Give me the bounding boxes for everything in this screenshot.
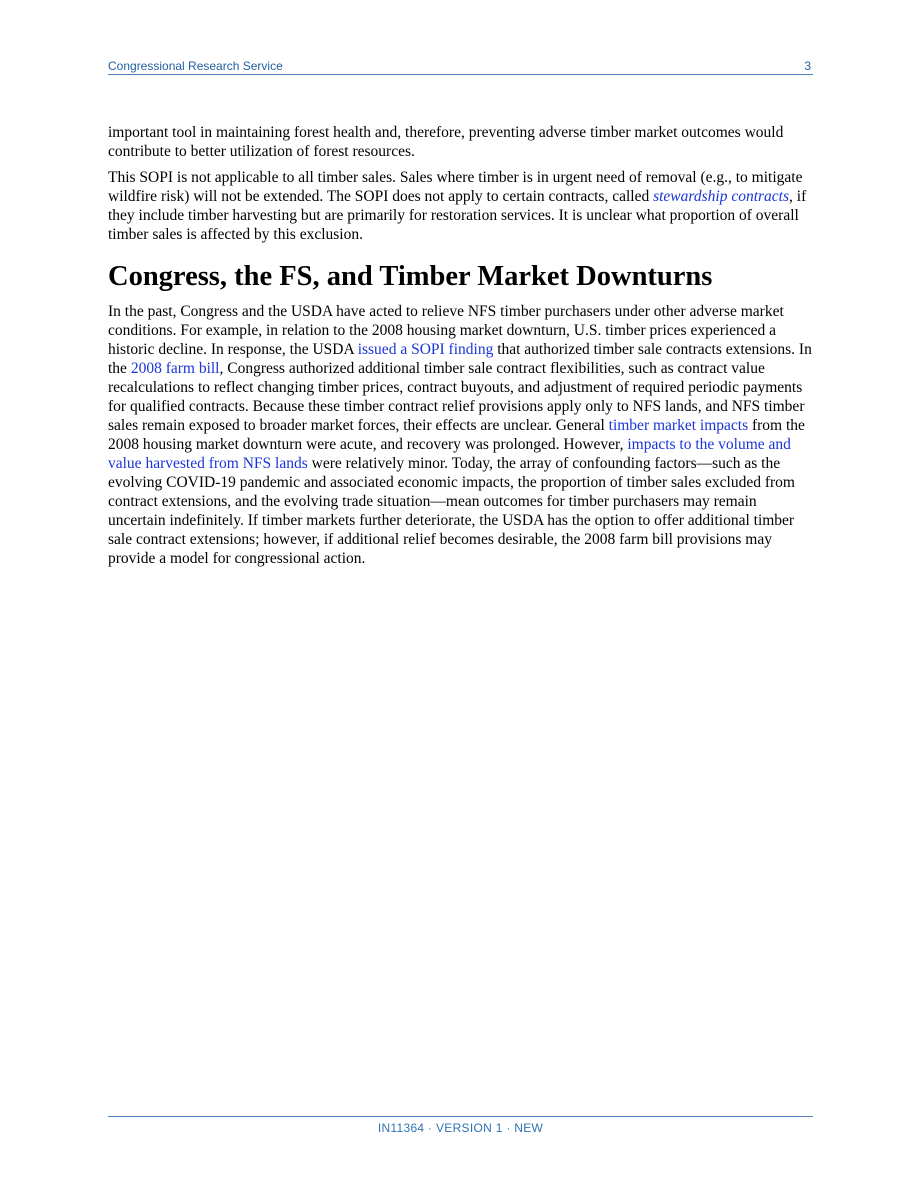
page-header: [108, 57, 813, 75]
timber-market-impacts-link[interactable]: timber market impacts: [608, 417, 749, 434]
paragraph-3-text-2: that authorized timber sale contracts extensions. In the: [108, 341, 812, 377]
section-heading: Congress, the FS, and Timber Market Downturns: [108, 261, 713, 292]
paragraph-3-text-5: were relatively minor. Today, the array of confounding factors—such as the evolving COVID-19 pandemic and associated economic impacts, the proportion of timber sales excluded from contract extensions, and the evolving trade situation—mean outcomes for timber purchasers may remain uncertain indefinitely. If timber markets further deteriorate, the USDA has the option to offer additional timber sale contract extensions; however, if additional relief becomes desirable, the 2008 farm bill provisions may provide a model for congressional action.: [108, 455, 795, 567]
paragraph-3-text-3: , Congress authorized additional timber sale contract flexibilities, such as contract value recalculations to reflect changing timber prices, contract buyouts, and adjustment of required periodic payments for qualified contracts. Because these timber contract relief provisions apply only to NFS lands, and NFS timber sales remain exposed to broader market forces, their effects are unclear. General: [108, 360, 805, 434]
document-body: [108, 123, 813, 575]
paragraph-2: [108, 168, 813, 244]
paragraph-2-text-2: , if they include timber harvesting but are primarily for restoration services. It is unclear what proportion of overall timber sales is affected by this exclusion.: [108, 188, 807, 243]
page-footer: IN11364 · VERSION 1 · NEW: [377, 1121, 544, 1135]
paragraph-3-text-1: In the past, Congress and the USDA have acted to relieve NFS timber purchasers under other adverse market conditions. For example, in relation to the 2008 housing market downturn, U.S. timber prices experienced a historic decline. In response, the USDA: [108, 303, 784, 358]
paragraph-3-text-4: from the 2008 housing market downturn were acute, and recovery was prolonged. However,: [108, 417, 805, 453]
sopi-finding-link[interactable]: issued a SOPI finding: [357, 341, 494, 358]
footer-divider: [108, 1116, 813, 1117]
paragraph-3: [108, 302, 813, 568]
nfs-impacts-link[interactable]: impacts to the volume and value harvested from NFS lands: [108, 436, 791, 472]
header-organization: Congressional Research Service: [108, 59, 283, 73]
farm-bill-link[interactable]: 2008 farm bill: [130, 360, 220, 377]
stewardship-contracts-link[interactable]: stewardship contracts: [653, 188, 790, 205]
page-number: 3: [804, 59, 811, 73]
paragraph-1: important tool in maintaining forest health and, therefore, preventing adverse timber market outcomes would contribute to better utilization of forest resources.: [108, 124, 784, 160]
paragraph-2-text-1: This SOPI is not applicable to all timber sales. Sales where timber is in urgent need of removal (e.g., to mitigate wildfire risk) will not be extended. The SOPI does not apply to certain contracts, called: [108, 169, 803, 205]
